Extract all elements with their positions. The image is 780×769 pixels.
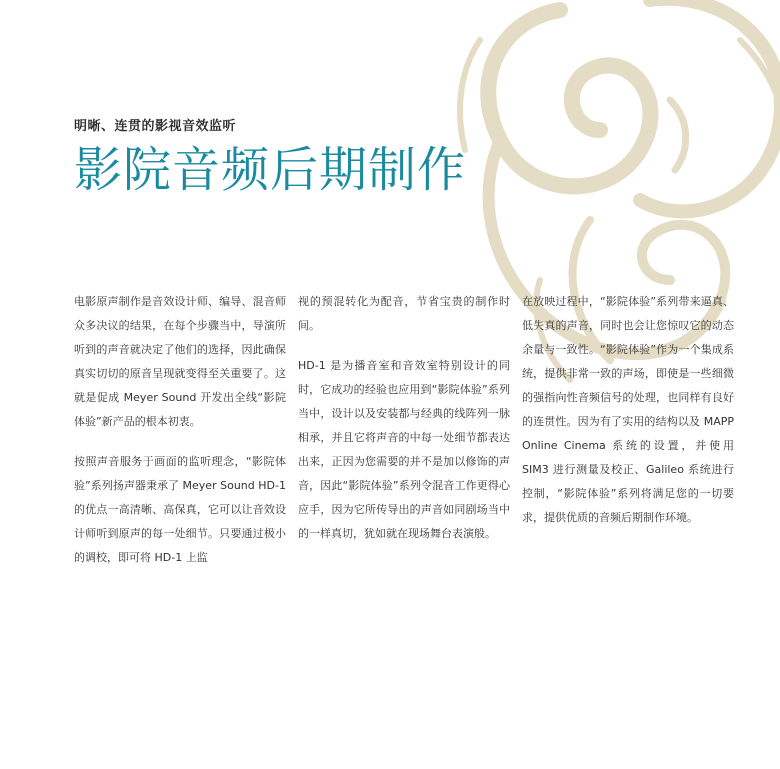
paragraph: 视的预混转化为配音，节省宝贵的制作时间。 [298, 295, 510, 332]
paragraph: 电影原声制作是音效设计师、编导、混音师众多决议的结果，在每个步骤当中，导演所听到的声音就决定了他们的选择，因此确保真实切切的原音呈现就变得至关重要了。这就是促成 Meyer Sound 开发出全线“影院体验”新产品的根本初衷。 [74, 295, 286, 428]
paragraph: 按照声音服务于画面的监听理念，“影院体验”系列扬声器秉承了 Meyer Sound HD-1 的优点一高清晰、高保真，它可以让音效设计师听到原声的每一处细节。只要通过极小的调校，即可将 HD-1 上监 [74, 455, 286, 564]
paragraph: HD-1 是为播音室和音效室特别设计的同时，它成功的经验也应用到“影院体验”系列当中，设计以及安装都与经典的线阵列一脉相承，并且它将声音的中每一处细节都表达出来，正因为您需要的并不是加以修饰的声音，因此“影院体验”系列令混音工作更得心应手，因为它所传导出的声音如同剧场当中的一样真切，犹如就在现场舞台表演般。 [298, 359, 510, 540]
page-title: 影院音频后期制作 [74, 142, 467, 198]
paragraph: 在放映过程中，“影院体验”系列带来逼真、低失真的声音，同时也会让您惊叹它的动态余量与一致性。“影院体验”作为一个集成系统，提供非常一致的声场，即使是一些细微的强指向性音频信号的处理，也同样有良好的连贯性。因为有了实用的结构以及 MAPP Online Cinema 系统的设置，并使用 SIM3 进行测量及校正、Galileo 系统进行控制，“影院体验”系列将满足您的一切要求，提供优质的音频后期制作环境。 [522, 295, 734, 524]
text-column-2 [298, 290, 510, 562]
page-subtitle: 明晰、连贯的影视音效监听 [74, 119, 237, 134]
text-column-1 [74, 290, 286, 586]
text-column-3 [522, 290, 734, 546]
